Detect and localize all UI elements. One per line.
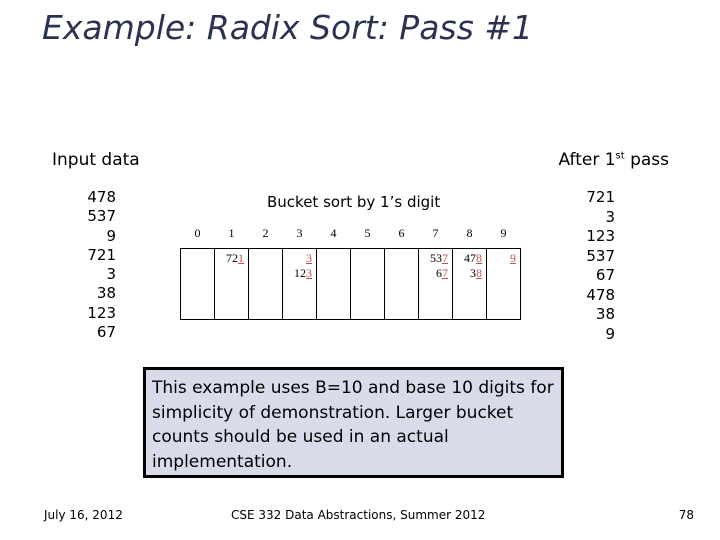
bucket-item-last-digit: 9	[510, 250, 516, 265]
bucket-item-prefix: 53	[430, 250, 442, 265]
bucket-cell	[419, 248, 453, 319]
bucket-body-row	[181, 248, 521, 319]
bucket-item-last-digit: 7	[442, 265, 448, 280]
footer-page-number: 78	[678, 508, 694, 522]
bucket-digit-label: 6	[398, 226, 405, 240]
bucket-digit-label: 4	[330, 226, 337, 240]
bucket-digit-label: 1	[228, 226, 235, 240]
input-value: 38	[96, 284, 116, 303]
input-data-label: Input data	[52, 150, 140, 170]
bucket-item-last-digit: 7	[442, 250, 448, 265]
output-values-list	[569, 188, 615, 344]
footer-date: July 16, 2012	[44, 508, 123, 522]
slide-title: Example: Radix Sort: Pass #1	[42, 8, 533, 47]
input-value: 537	[87, 207, 116, 226]
bucket-item-last-digit: 3	[306, 265, 312, 280]
bucket-item-last-digit: 8	[476, 265, 482, 280]
input-value: 721	[87, 245, 116, 264]
bucket-cell	[283, 248, 317, 319]
bucket-item	[215, 251, 244, 266]
bucket-cell	[351, 248, 385, 319]
bucket-item	[487, 251, 516, 266]
bucket-caption: Bucket sort by 1’s digit	[267, 193, 441, 211]
bucket-item	[283, 251, 312, 266]
bucket-digit-label: 9	[500, 226, 507, 240]
bucket-digit-label: 7	[432, 226, 439, 240]
bucket-item-prefix: 72	[226, 250, 238, 265]
output-value: 123	[586, 227, 615, 245]
bucket-digit-label: 8	[466, 226, 473, 240]
bucket-item	[283, 266, 312, 281]
bucket-table	[180, 218, 521, 320]
input-value: 3	[106, 265, 116, 284]
bucket-digit-label: 3	[296, 226, 303, 240]
input-value: 123	[87, 303, 116, 322]
bucket-item-prefix: 47	[464, 250, 476, 265]
output-label-sup: st	[615, 150, 625, 162]
input-value: 9	[106, 226, 116, 245]
bucket-item	[419, 266, 448, 281]
output-value: 67	[595, 266, 615, 284]
output-label-post: pass	[624, 150, 669, 170]
bucket-digit-label: 5	[364, 226, 371, 240]
output-label-pre: After 1	[558, 150, 616, 170]
output-value: 38	[595, 305, 615, 323]
output-value: 478	[586, 285, 615, 304]
output-value: 3	[605, 207, 615, 226]
output-value: 721	[586, 188, 615, 206]
bucket-item-last-digit: 8	[476, 250, 482, 265]
bucket-header-row	[181, 218, 521, 248]
bucket-item	[419, 251, 448, 266]
bucket-cell	[453, 248, 487, 319]
input-value: 67	[96, 323, 116, 342]
input-value: 478	[87, 188, 116, 206]
bucket-item-prefix: 12	[294, 265, 306, 280]
footer-course: CSE 332 Data Abstractions, Summer 2012	[231, 508, 486, 522]
output-data-label	[558, 150, 669, 170]
bucket-cell	[215, 248, 249, 319]
bucket-item-prefix: 3	[470, 265, 476, 280]
bucket-item-prefix: 6	[436, 265, 442, 280]
bucket-digit-label: 2	[262, 226, 269, 240]
bucket-item	[453, 266, 482, 281]
input-values-list	[70, 188, 116, 342]
output-value: 9	[605, 324, 615, 343]
bucket-cell	[181, 248, 215, 319]
bucket-digit-label: 0	[194, 226, 201, 240]
bucket-item	[453, 251, 482, 266]
bucket-cell	[317, 248, 351, 319]
bucket-cell	[487, 248, 521, 319]
explanation-note: This example uses B=10 and base 10 digits for simplicity of demonstration. Larger bucket counts should be used in an actual implementation.	[143, 367, 564, 478]
bucket-item-last-digit: 3	[306, 250, 312, 265]
bucket-cell	[385, 248, 419, 319]
bucket-cell	[249, 248, 283, 319]
output-value: 537	[586, 246, 615, 265]
bucket-item-last-digit: 1	[238, 250, 244, 265]
